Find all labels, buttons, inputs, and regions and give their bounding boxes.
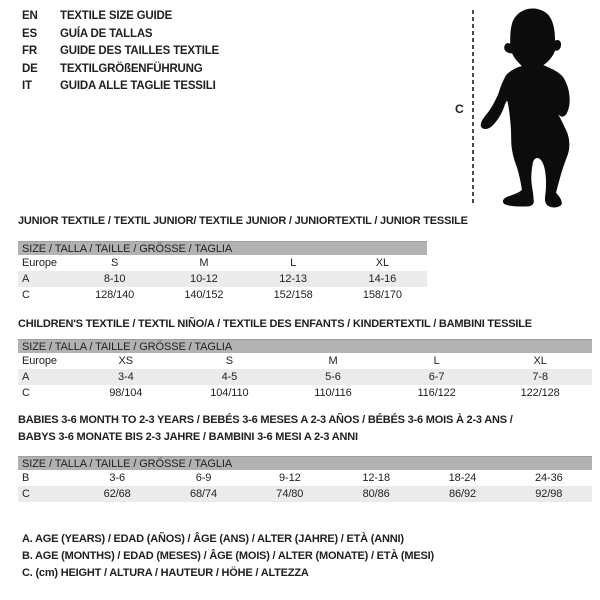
size-cell: S <box>225 355 234 367</box>
age-cell: 3-6 <box>109 472 125 484</box>
height-cell: 74/80 <box>276 488 304 500</box>
footnote-a: A. AGE (YEARS) / EDAD (AÑOS) / ÂGE (ANS) / ALTER (JAHRE) / ETÀ (ANNI) <box>22 533 404 545</box>
age-cell: 6-9 <box>195 472 212 484</box>
row-label: Europe <box>22 355 57 367</box>
lang-code: EN <box>22 10 38 22</box>
lang-title: GUIDE DES TAILLES TEXTILE <box>60 45 219 57</box>
age-cell: 12-18 <box>362 472 390 484</box>
height-cell: 128/140 <box>95 289 135 301</box>
height-cell: 68/74 <box>189 488 217 500</box>
height-cell: 110/116 <box>314 387 352 399</box>
table-row-age-months <box>18 470 592 486</box>
age-cell: 10-12 <box>190 273 218 285</box>
lang-title: TEXTILE SIZE GUIDE <box>60 10 173 22</box>
size-cell: XL <box>375 257 389 269</box>
row-label: B <box>22 472 30 484</box>
size-cell: XL <box>533 355 547 367</box>
table-row-europe <box>18 353 592 369</box>
lang-code: ES <box>22 27 37 40</box>
height-cell: 152/158 <box>273 289 313 301</box>
lang-code: FR <box>22 45 37 57</box>
toddler-silhouette-icon <box>479 4 596 212</box>
size-header-band: SIZE / TALLA / TAILLE / GRÖSSE / TAGLIA <box>18 339 592 353</box>
table-row-age <box>18 271 427 287</box>
age-cell: 18-24 <box>448 472 477 484</box>
junior-size-table <box>18 241 427 303</box>
age-cell: 8-10 <box>103 273 126 285</box>
lang-code: DE <box>22 62 38 75</box>
row-label: C <box>22 387 30 399</box>
height-cell: 80/86 <box>362 488 390 500</box>
table-row-height <box>18 287 427 303</box>
height-cell: 158/170 <box>362 289 402 301</box>
age-cell: 12-13 <box>279 273 307 285</box>
lang-row-de <box>22 61 219 79</box>
lang-title: TEXTILGRÖßENFÜHRUNG <box>60 62 203 75</box>
age-cell: 3-4 <box>117 371 134 383</box>
row-label: C <box>22 488 30 500</box>
size-cell: S <box>111 257 119 269</box>
row-label: Europe <box>22 257 57 269</box>
height-dashed-line <box>472 10 474 206</box>
size-header-band: SIZE / TALLA / TAILLE / GRÖSSE / TAGLIA <box>18 241 427 255</box>
language-header <box>22 8 219 96</box>
row-label: C <box>22 289 30 301</box>
age-cell: 24-36 <box>534 472 563 484</box>
size-cell: M <box>199 257 209 269</box>
junior-table-title: JUNIOR TEXTILE / TEXTIL JUNIOR/ TEXTILE JUNIOR / JUNIORTEXTIL / JUNIOR TESSILE <box>18 215 468 227</box>
lang-code: IT <box>22 80 32 92</box>
height-cell: 140/152 <box>184 289 224 301</box>
age-cell: 4-5 <box>221 371 238 383</box>
babies-size-table <box>18 456 592 502</box>
lang-row-it <box>22 78 219 96</box>
height-cell: 92/98 <box>535 488 563 500</box>
height-cell: 98/104 <box>109 387 143 399</box>
table-row-europe <box>18 255 427 271</box>
lang-row-fr <box>22 43 219 61</box>
size-cell: M <box>328 355 338 367</box>
row-label: A <box>22 273 30 285</box>
lang-title: GUIDA ALLE TAGLIE TESSILI <box>60 80 216 92</box>
age-cell: 6-7 <box>428 371 445 383</box>
footnotes <box>22 531 434 583</box>
children-size-table <box>18 339 592 401</box>
footnote-c: C. (cm) HEIGHT / ALTURA / HAUTEUR / HÖHE / ALTEZZA <box>22 567 309 580</box>
babies-table-title <box>18 412 513 445</box>
height-cell: 104/110 <box>210 387 249 399</box>
age-cell: 7-8 <box>532 371 548 383</box>
age-cell: 9-12 <box>279 472 301 484</box>
size-cell: L <box>290 257 297 269</box>
babies-title-line2: BABYS 3-6 MONATE BIS 2-3 JAHRE / BAMBINI 3-6 MESI A 2-3 ANNI <box>18 430 358 443</box>
row-label: A <box>22 371 30 383</box>
babies-title-line1: BABIES 3-6 MONTH TO 2-3 YEARS / BEBÉS 3-6 MESES A 2-3 AÑOS / BÉBÉS 3-6 MOIS À 2-3 ANS / <box>18 414 513 426</box>
age-cell: 5-6 <box>325 371 341 383</box>
size-cell: XS <box>118 355 134 367</box>
height-cell: 86/92 <box>448 488 476 500</box>
size-header-band: SIZE / TALLA / TAILLE / GRÖSSE / TAGLIA <box>18 456 592 470</box>
size-cell: L <box>433 355 440 367</box>
age-cell: 14-16 <box>368 273 397 285</box>
height-cell: 62/68 <box>103 488 131 500</box>
table-row-age <box>18 369 592 385</box>
footnote-b: B. AGE (MONTHS) / EDAD (MESES) / ÂGE (MOIS) / ALTER (MONATE) / ETÀ (MESI) <box>22 550 434 563</box>
height-cell: 122/128 <box>520 387 560 399</box>
table-row-height <box>18 385 592 401</box>
lang-row-en <box>22 8 219 26</box>
children-table-title: CHILDREN'S TEXTILE / TEXTIL NIÑO/A / TEXTILE DES ENFANTS / KINDERTEXTIL / BAMBINI TESSILE <box>18 318 532 330</box>
table-row-height <box>18 486 592 502</box>
height-cell: 116/122 <box>417 387 456 399</box>
lang-row-es <box>22 26 219 44</box>
height-measure-label: C <box>455 102 464 116</box>
lang-title: GUÍA DE TALLAS <box>60 27 153 40</box>
